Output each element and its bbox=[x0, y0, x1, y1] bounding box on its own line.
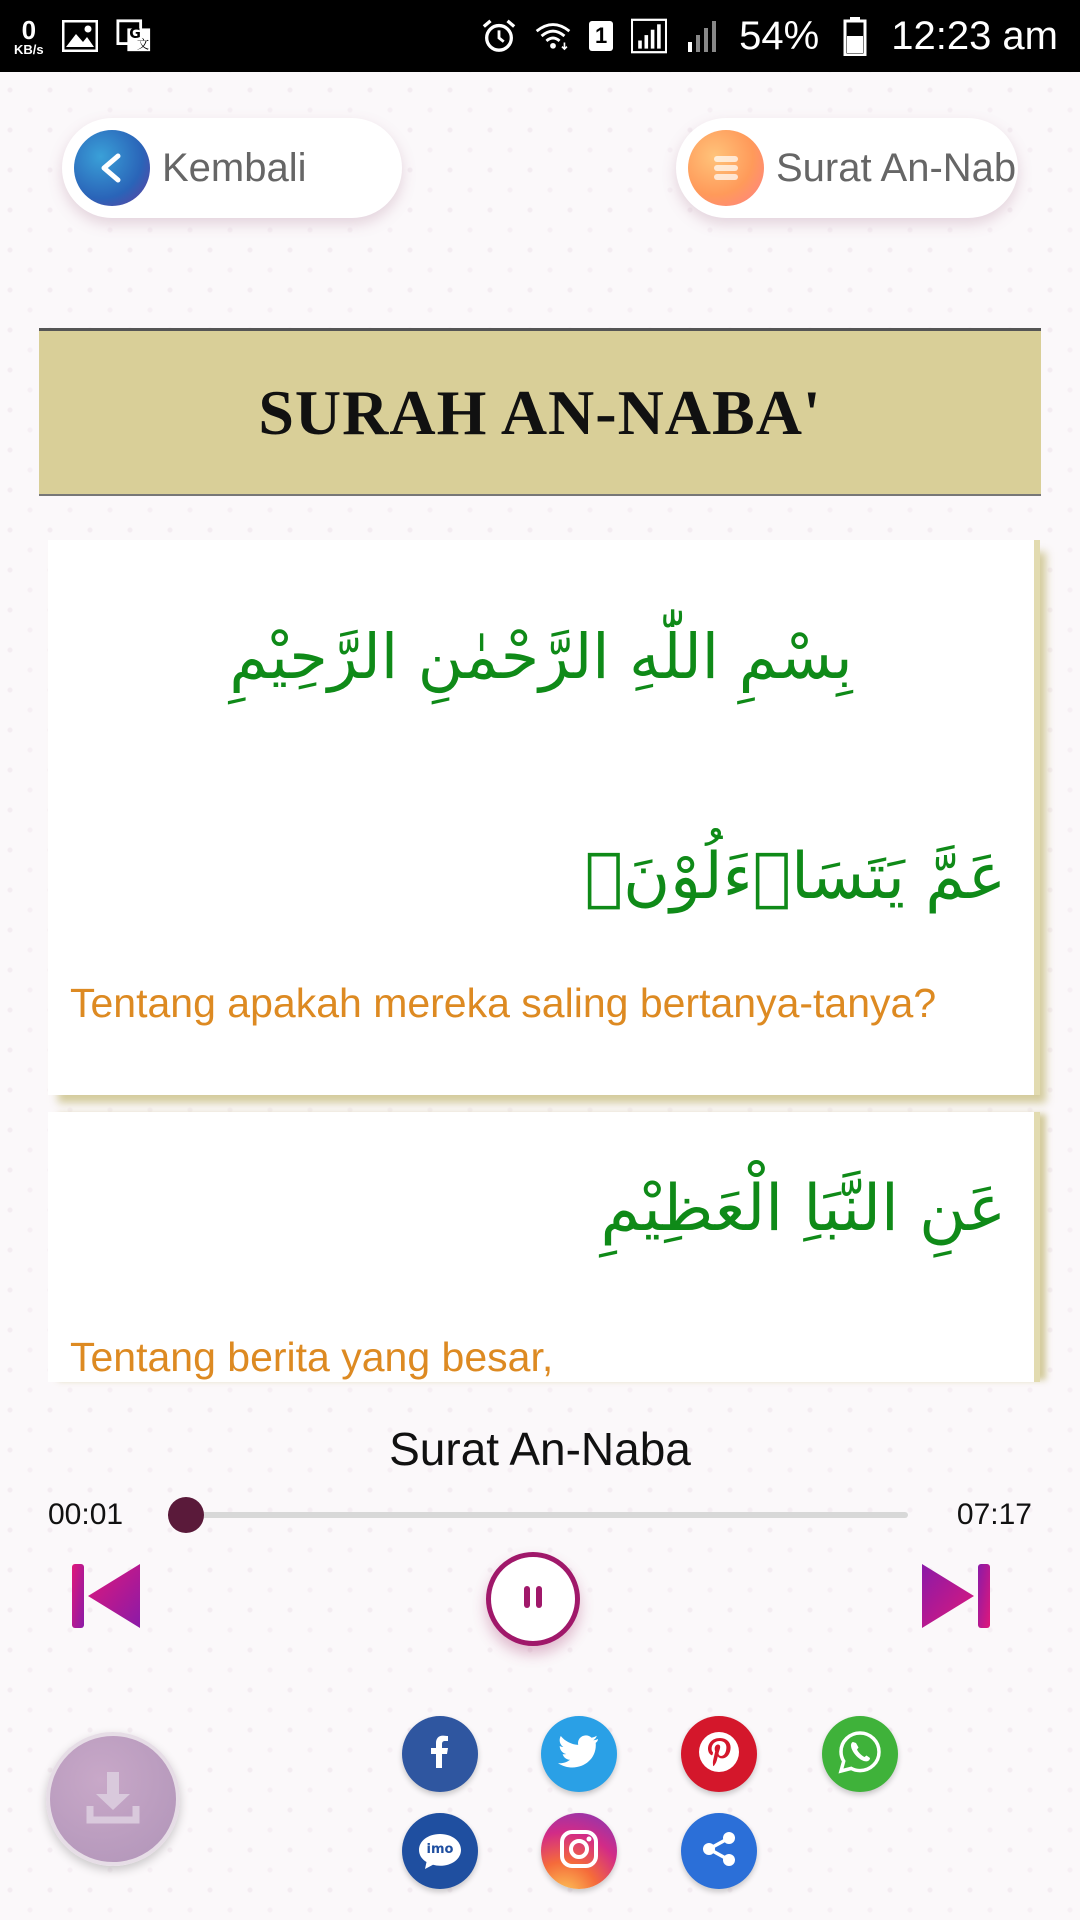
pinterest-icon bbox=[697, 1730, 741, 1779]
instagram-share-button[interactable] bbox=[541, 1813, 617, 1889]
whatsapp-share-button[interactable] bbox=[822, 1716, 898, 1792]
imo-icon bbox=[416, 1831, 464, 1871]
track-duration: 07:17 bbox=[956, 1498, 1032, 1531]
verse-arabic: عَنِ النَّبَاِ الْعَظِيْمِ bbox=[600, 1172, 1006, 1246]
surah-title: SURAH AN-NABA' bbox=[258, 376, 822, 448]
network-speed-value: 0 bbox=[21, 14, 37, 45]
translate-icon bbox=[116, 18, 152, 54]
surah-title-banner bbox=[39, 328, 1041, 496]
sim-slot-indicator: 1 bbox=[589, 21, 613, 51]
twitter-icon bbox=[558, 1734, 600, 1775]
whatsapp-icon bbox=[837, 1729, 883, 1780]
verse-card bbox=[48, 540, 1040, 1095]
network-speed bbox=[14, 14, 44, 57]
status-bar-right bbox=[481, 14, 1058, 59]
back-button-label: Kembali bbox=[162, 145, 307, 190]
skip-next-icon bbox=[918, 1558, 994, 1639]
surah-list-button[interactable] bbox=[676, 118, 1018, 218]
surah-list-button-label: Surat An-Nab bbox=[776, 145, 1017, 190]
verse-translation: Tentang apakah mereka saling bertanya-tanya? bbox=[70, 980, 937, 1026]
alarm-icon bbox=[481, 18, 517, 54]
share-icon bbox=[699, 1829, 739, 1874]
back-arrow-icon bbox=[74, 130, 150, 206]
battery-icon bbox=[837, 18, 873, 54]
current-time: 00:01 bbox=[48, 1498, 124, 1531]
menu-icon bbox=[688, 130, 764, 206]
basmala-text: بِسْمِ اللّٰهِ الرَّحْمٰنِ الرَّحِيْمِ bbox=[229, 620, 853, 693]
pause-icon bbox=[518, 1582, 548, 1617]
track-title: Surat An-Naba bbox=[389, 1423, 691, 1475]
download-icon bbox=[82, 1766, 144, 1833]
signal-sim1-icon bbox=[631, 18, 667, 54]
status-bar bbox=[0, 0, 1080, 72]
wifi-icon bbox=[535, 18, 571, 54]
verse-card bbox=[48, 1112, 1040, 1382]
pinterest-share-button[interactable] bbox=[681, 1716, 757, 1792]
back-button[interactable] bbox=[62, 118, 402, 218]
pause-button[interactable] bbox=[486, 1552, 580, 1646]
verse-translation: Tentang berita yang besar, bbox=[70, 1334, 554, 1380]
share-button[interactable] bbox=[681, 1813, 757, 1889]
network-speed-unit: KB/s bbox=[14, 41, 44, 57]
previous-track-button[interactable] bbox=[68, 1560, 144, 1636]
twitter-share-button[interactable] bbox=[541, 1716, 617, 1792]
instagram-icon bbox=[558, 1828, 600, 1875]
seek-bar[interactable] bbox=[168, 1512, 908, 1518]
svg-text:文: 文 bbox=[136, 37, 149, 52]
svg-text:G: G bbox=[128, 25, 141, 42]
next-track-button[interactable] bbox=[918, 1560, 994, 1636]
audio-player bbox=[0, 1382, 1080, 1920]
imo-share-button[interactable] bbox=[402, 1813, 478, 1889]
skip-previous-icon bbox=[68, 1558, 144, 1639]
signal-sim2-icon bbox=[685, 18, 721, 54]
facebook-share-button[interactable] bbox=[402, 1716, 478, 1792]
seek-bar-thumb[interactable] bbox=[168, 1497, 204, 1533]
verse-arabic: عَمَّ يَتَسَاۤءَلُوْنَۚ bbox=[584, 840, 1006, 914]
clock: 12:23 am bbox=[891, 13, 1058, 58]
battery-percent: 54% bbox=[739, 13, 820, 58]
status-bar-left bbox=[14, 14, 152, 57]
download-button[interactable] bbox=[46, 1732, 180, 1866]
gallery-icon bbox=[62, 18, 98, 54]
facebook-icon bbox=[420, 1732, 460, 1777]
imo-text: imo bbox=[426, 1841, 454, 1857]
